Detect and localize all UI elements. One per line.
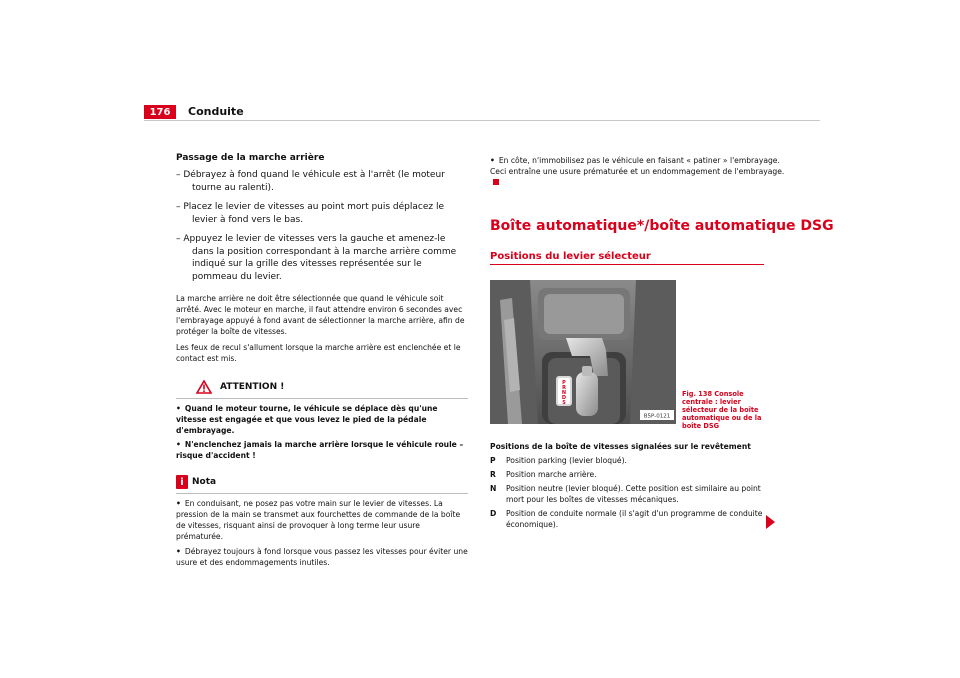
warning-divider bbox=[176, 398, 468, 399]
warning-box bbox=[176, 378, 468, 461]
left-column bbox=[176, 153, 468, 572]
header-divider bbox=[144, 120, 820, 121]
position-desc: Position de conduite normale (il s'agit d'un programme de conduite économique). bbox=[506, 509, 763, 529]
figure-caption: Fig. 138 Console centrale : levier sélecteur de la boîte automatique ou de la boîte DSG bbox=[682, 390, 762, 430]
body-paragraph: La marche arrière ne doit être sélectionnée que quand le véhicule soit arrêté. Avec le moteur en marche, il faut attendre environ 6 secondes avec l'embrayage appuyé à fond avant de sélectionner la marche arrière, afin de protéger la boîte de vitesses. bbox=[176, 294, 465, 336]
continue-arrow-icon bbox=[766, 515, 775, 529]
step-item: – Appuyez le levier de vitesses vers la gauche et amenez-le dans la position correspondant à la marche arrière comme indiqué sur la grille des vitesses représentée sur le pommeau du levier. bbox=[176, 234, 457, 282]
warning-title: ATTENTION ! bbox=[220, 382, 285, 392]
position-key: D bbox=[490, 509, 497, 518]
warning-item: • Quand le moteur tourne, le véhicule se déplace dès qu'une vitesse est engagée et que vous levez le pied de la pédale d'embrayage. bbox=[176, 404, 438, 435]
center-console-illustration bbox=[490, 280, 676, 424]
position-desc: Position neutre (levier bloqué). Cette position est similaire au point mort pour les boîtes de vitesses mécaniques. bbox=[506, 484, 761, 504]
gate-letter: R bbox=[562, 385, 566, 391]
note-header bbox=[176, 473, 468, 491]
position-key: R bbox=[490, 470, 496, 479]
positions-heading: Positions de la boîte de vitesses signalées sur le revêtement bbox=[490, 442, 751, 451]
selector-positions-title: Positions du levier sélecteur bbox=[490, 251, 651, 262]
step-item: – Placez le levier de vitesses au point mort puis déplacez le levier à fond vers le bas. bbox=[176, 202, 445, 225]
info-icon: i bbox=[176, 475, 188, 489]
page-number: 176 bbox=[144, 105, 176, 119]
position-desc: Position marche arrière. bbox=[506, 470, 597, 479]
reverse-gear-heading: Passage de la marche arrière bbox=[176, 153, 325, 163]
clutch-bullet-text: En côte, n'immobilisez pas le véhicule en faisant « patiner » l'embrayage. Ceci entraîne une usure prématurée et un endommagement de l'embrayage. bbox=[490, 156, 785, 176]
note-item: • En conduisant, ne posez pas votre main sur le levier de vitesses. La pression de la main se transmet aux fourchettes de commande de la boîte de vitesses, risquant ainsi de provoquer à long terme leur usure prématurée. bbox=[176, 499, 461, 541]
warning-triangle-icon bbox=[196, 380, 212, 394]
warning-header bbox=[176, 378, 468, 396]
position-desc: Position parking (levier bloqué). bbox=[506, 456, 627, 465]
selector-lever-figure bbox=[490, 280, 676, 424]
step-item: – Débrayez à fond quand le véhicule est à l'arrêt (le moteur tourne au ralenti). bbox=[176, 170, 445, 193]
gate-letter: N bbox=[561, 390, 567, 396]
note-divider bbox=[176, 493, 468, 494]
position-key: P bbox=[490, 456, 496, 465]
note-title: Nota bbox=[192, 477, 217, 487]
gate-letter: P bbox=[562, 380, 566, 386]
body-paragraph: Les feux de recul s'allument lorsque la marche arrière est enclenchée et le contact est mis. bbox=[176, 343, 461, 363]
figure-code: B5P-0121 bbox=[643, 413, 671, 420]
position-item bbox=[490, 469, 770, 480]
warning-item-text: Quand le moteur tourne, le véhicule se déplace dès qu'une vitesse est engagée et que vous levez le pied de la pédale d'embrayage. bbox=[176, 404, 438, 435]
positions-list bbox=[490, 442, 770, 533]
position-key: N bbox=[490, 484, 497, 493]
clutch-bullet: • En côte, n'immobilisez pas le véhicule en faisant « patiner » l'embrayage. Ceci entraîne une usure prématurée et un endommagement de l'embrayage. bbox=[490, 155, 790, 188]
position-item bbox=[490, 483, 770, 505]
section-end-mark bbox=[493, 179, 499, 185]
note-item: • Débrayez toujours à fond lorsque vous passez les vitesses pour éviter une usure et des endommagements inutiles. bbox=[176, 547, 468, 567]
chapter-title: Conduite bbox=[188, 105, 244, 118]
note-item-text: En conduisant, ne posez pas votre main sur le levier de vitesses. La pression de la main se transmet aux fourchettes de commande de la boîte de vitesses, risquant ainsi de provoquer à long terme leur usure prématurée. bbox=[176, 499, 461, 541]
note-item-text: Débrayez toujours à fond lorsque vous passez les vitesses pour éviter une usure et des endommagements inutiles. bbox=[176, 547, 468, 567]
position-item bbox=[490, 508, 770, 530]
gate-letter: D bbox=[561, 395, 567, 401]
right-column-top bbox=[490, 153, 790, 192]
position-item bbox=[490, 455, 770, 466]
gate-letter: S bbox=[562, 400, 566, 406]
section-divider bbox=[490, 264, 764, 265]
warning-item: • N'enclenchez jamais la marche arrière lorsque le véhicule roule – risque d'accident ! bbox=[176, 440, 464, 460]
automatic-gearbox-title: Boîte automatique*/boîte automatique DSG bbox=[490, 218, 834, 234]
warning-item-text: N'enclenchez jamais la marche arrière lorsque le véhicule roule – risque d'accident ! bbox=[176, 440, 464, 460]
